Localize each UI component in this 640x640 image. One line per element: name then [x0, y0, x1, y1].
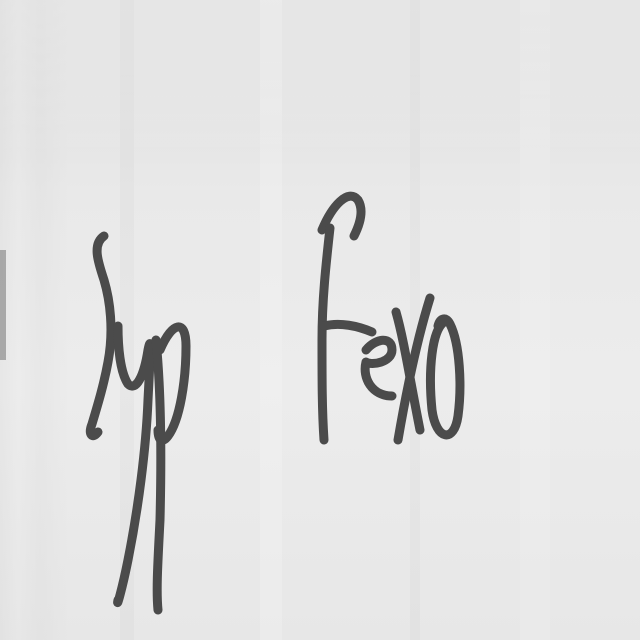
- handwritten-word-syp: [90, 236, 186, 610]
- handwritten-word-fexo: [322, 196, 460, 440]
